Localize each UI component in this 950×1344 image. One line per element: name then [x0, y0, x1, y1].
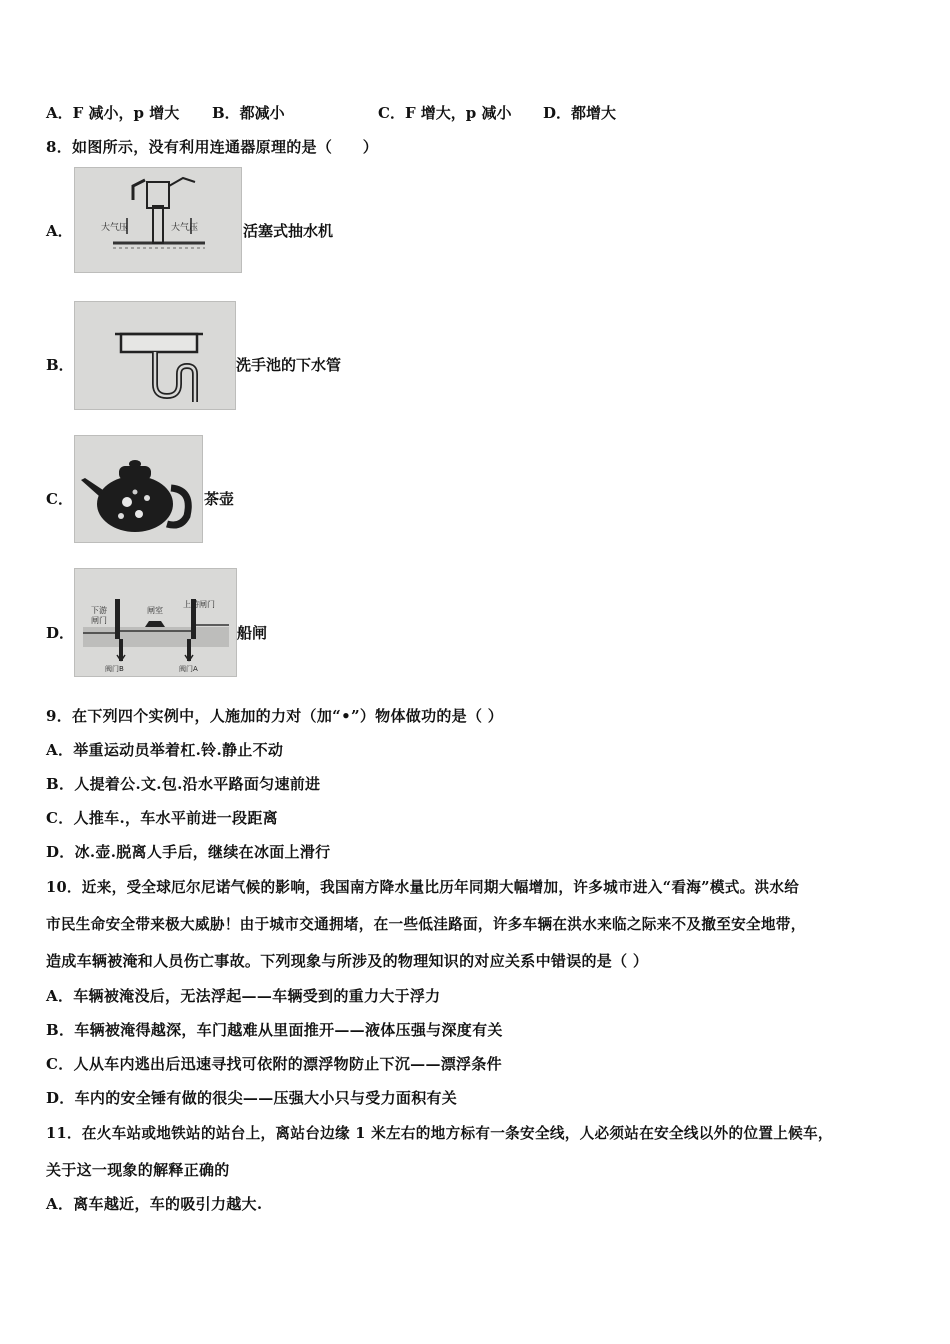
q8-option-b-label: B．	[46, 356, 74, 374]
q9-option-c: C．人推车.，车水平前进一段距离	[46, 809, 278, 827]
q8-option-a-label: A．	[46, 222, 73, 240]
q7-option-a: A．F 减小，p 增大	[46, 104, 180, 122]
q10-option-c: C．人从车内逃出后迅速寻找可依附的漂浮物防止下沉——漂浮条件	[46, 1055, 502, 1073]
valve-b-label: 阀门B	[105, 665, 124, 673]
q8-option-b-caption: 洗手池的下水管	[236, 356, 342, 374]
q8-option-a-caption: 活塞式抽水机	[243, 222, 334, 240]
sink-drain-figure	[74, 301, 236, 410]
q9-stem: 9．在下列四个实例中，人施加的力对（加“•”）物体做功的是（ ）	[46, 707, 504, 725]
q10-stem-line-2: 市民生命安全带来极大威胁！由于城市交通拥堵，在一些低洼路面，许多车辆在洪水来临之际来不及撤至安全地带，	[46, 916, 806, 933]
q10-option-b: B．车辆被淹得越深，车门越难从里面推开——液体压强与深度有关	[46, 1021, 503, 1039]
q7-option-b: B．都减小	[212, 104, 285, 122]
lower-gate-label-2: 闸门	[91, 616, 107, 625]
lower-gate-label-1: 下游	[91, 606, 107, 615]
valve-a-label: 阀门A	[179, 665, 198, 673]
q10-option-a: A．车辆被淹没后，无法浮起——车辆受到的重力大于浮力	[46, 987, 441, 1005]
q11-stem-line-1: 11．在火车站或地铁站的站台上，离站台边缘 1 米左右的地方标有一条安全线，人必须站在安全线以外的位置上候车，	[46, 1125, 833, 1142]
q8-option-c-label: C．	[46, 490, 73, 508]
upper-gate-label: 上游闸门	[183, 600, 215, 609]
lock-chamber-label: 闸室	[147, 606, 163, 615]
q7-option-d: D．都增大	[543, 104, 617, 122]
q8-stem: 8．如图所示，没有利用连通器原理的是（ ）	[46, 138, 379, 156]
piston-pump-figure	[74, 167, 242, 273]
q10-stem-line-3: 造成车辆被淹和人员伤亡事故。下列现象与所涉及的物理知识的对应关系中错误的是（ ）	[46, 952, 649, 970]
q11-stem-line-2: 关于这一现象的解释正确的	[46, 1161, 230, 1179]
teapot-figure	[74, 435, 203, 543]
atmosphere-label-right: 大气压	[171, 223, 199, 233]
ship-lock-figure	[74, 568, 237, 677]
q7-option-c: C．F 增大，p 减小	[378, 104, 512, 122]
q10-stem-line-1: 10．近来，受全球厄尔尼诺气候的影响，我国南方降水量比历年同期大幅增加，许多城市进入“看海”模式。洪水给	[46, 879, 800, 896]
q10-option-d: D．车内的安全锤有做的很尖——压强大小只与受力面积有关	[46, 1089, 458, 1107]
atmosphere-label-left: 大气压	[101, 223, 129, 233]
q11-option-a: A．离车越近，车的吸引力越大.	[46, 1195, 263, 1213]
q9-option-d: D．冰.壶.脱离人手后，继续在冰面上滑行	[46, 843, 331, 861]
q8-option-c-caption: 茶壶	[204, 490, 235, 508]
q8-option-d-caption: 船闸	[237, 624, 268, 642]
q9-option-a: A．举重运动员举着杠.铃.静止不动	[46, 741, 284, 759]
q9-option-b: B．人提着公.文.包.沿水平路面匀速前进	[46, 775, 321, 793]
q8-option-d-label: D．	[46, 624, 75, 642]
